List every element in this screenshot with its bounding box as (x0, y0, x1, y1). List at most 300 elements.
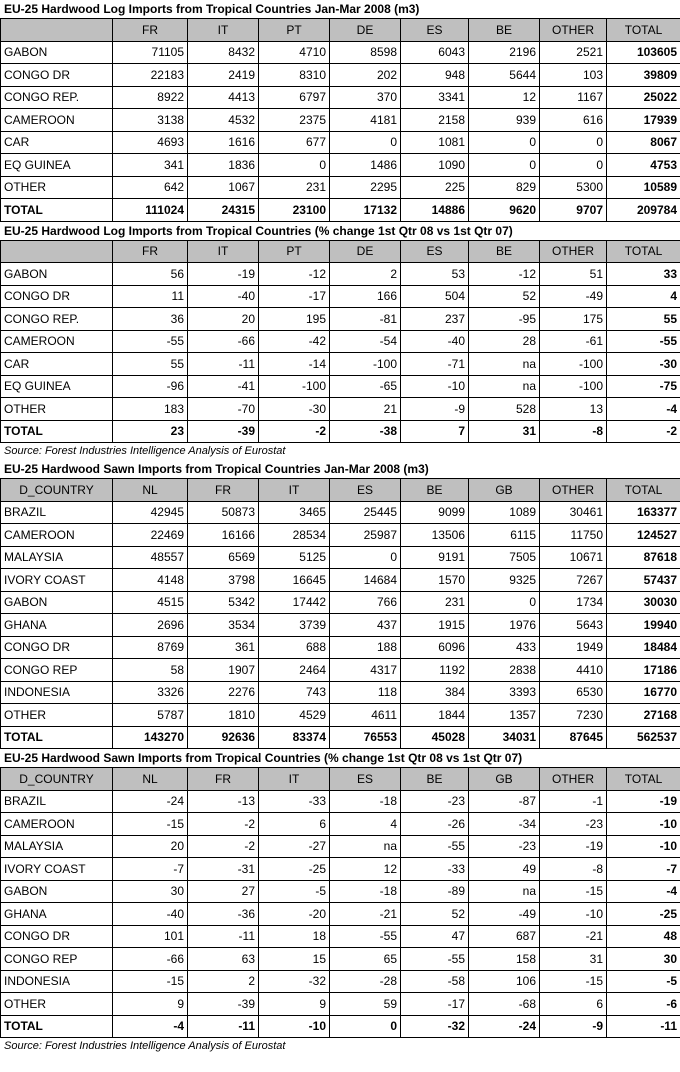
table-cell: -4 (607, 880, 680, 903)
table-cell: 25987 (330, 524, 401, 547)
table-cell: -11 (607, 1015, 680, 1038)
table-cell: -96 (113, 375, 188, 398)
column-header (1, 240, 113, 263)
table-cell: 52 (401, 903, 469, 926)
table-cell: 195 (259, 308, 330, 331)
table-cell: -39 (188, 420, 259, 443)
table-cell: 4710 (259, 41, 330, 64)
table-cell: 1167 (540, 86, 607, 109)
table-cell: -15 (540, 970, 607, 993)
table-cell: 6 (540, 993, 607, 1016)
table-cell: 1907 (188, 659, 259, 682)
row-label: OTHER (1, 993, 113, 1016)
table-cell: 7230 (540, 704, 607, 727)
table-cell: 6043 (401, 41, 469, 64)
table-cell: 939 (469, 109, 540, 132)
column-header: ES (401, 19, 469, 42)
table-cell: 1486 (330, 154, 401, 177)
table-cell: -36 (188, 903, 259, 926)
header-row (1, 19, 680, 42)
row-label: OTHER (1, 704, 113, 727)
table-row (1, 790, 680, 813)
table-cell: -32 (401, 1015, 469, 1038)
table-cell: -38 (330, 420, 401, 443)
table-cell: 166 (330, 285, 401, 308)
table-cell: 45028 (401, 726, 469, 749)
table-cell: -95 (469, 308, 540, 331)
table-cell: -17 (259, 285, 330, 308)
table-cell: -4 (607, 398, 680, 421)
table-cell: na (469, 375, 540, 398)
table-cell: -89 (401, 880, 469, 903)
table-cell: 8922 (113, 86, 188, 109)
table-cell: 31 (540, 948, 607, 971)
table-cell: 14886 (401, 199, 469, 222)
table-cell: 14684 (330, 569, 401, 592)
table-cell: na (469, 353, 540, 376)
table-cell: 2196 (469, 41, 540, 64)
row-label: TOTAL (1, 420, 113, 443)
table-cell: 8310 (259, 64, 330, 87)
column-header: GB (469, 479, 540, 502)
table-cell: 42945 (113, 501, 188, 524)
table-cell: 30 (607, 948, 680, 971)
row-label: IVORY COAST (1, 858, 113, 881)
table-row (1, 569, 680, 592)
row-label: GABON (1, 263, 113, 286)
column-header: DE (330, 240, 401, 263)
column-header: FR (188, 479, 259, 502)
column-header: FR (188, 768, 259, 791)
table-cell: 58 (113, 659, 188, 682)
table-cell: 183 (113, 398, 188, 421)
table-cell: -6 (607, 993, 680, 1016)
table-cell: -12 (469, 263, 540, 286)
table-cell: 17939 (607, 109, 680, 132)
table-cell: -42 (259, 330, 330, 353)
table-cell: 47 (401, 925, 469, 948)
table-cell: na (330, 835, 401, 858)
table-cell: 5125 (259, 546, 330, 569)
row-label: CAMEROON (1, 524, 113, 547)
table-cell: -31 (188, 858, 259, 881)
table-cell: -10 (607, 835, 680, 858)
table-cell: 1357 (469, 704, 540, 727)
table-cell: 528 (469, 398, 540, 421)
table-cell: -27 (259, 835, 330, 858)
table-cell: na (469, 880, 540, 903)
table-cell: 12 (469, 86, 540, 109)
table-cell: 39809 (607, 64, 680, 87)
table-cell: 33 (607, 263, 680, 286)
table-row (1, 948, 680, 971)
row-label: TOTAL (1, 199, 113, 222)
table-cell: 11 (113, 285, 188, 308)
table-cell: 642 (113, 176, 188, 199)
table-cell: -11 (188, 925, 259, 948)
table-cell: 1616 (188, 131, 259, 154)
table-cell: 0 (259, 154, 330, 177)
column-header: BE (469, 240, 540, 263)
table-cell: 8769 (113, 636, 188, 659)
table-row (1, 636, 680, 659)
table-cell: -49 (540, 285, 607, 308)
table-cell: 2521 (540, 41, 607, 64)
table-cell: 24315 (188, 199, 259, 222)
table-cell: -58 (401, 970, 469, 993)
table-cell: 1090 (401, 154, 469, 177)
table-cell: 3393 (469, 681, 540, 704)
table-cell: 16645 (259, 569, 330, 592)
column-header: GB (469, 768, 540, 791)
table-cell: 687 (469, 925, 540, 948)
table-cell: 4 (607, 285, 680, 308)
table-cell: 2838 (469, 659, 540, 682)
table-cell: 1089 (469, 501, 540, 524)
table-cell: 2 (188, 970, 259, 993)
table-cell: 25022 (607, 86, 680, 109)
table-cell: 103 (540, 64, 607, 87)
table-cell: 562537 (607, 726, 680, 749)
table-cell: -2 (188, 835, 259, 858)
table-cell: 6569 (188, 546, 259, 569)
table-cell: 6 (259, 813, 330, 836)
table-cell: 15 (259, 948, 330, 971)
table-row (1, 285, 680, 308)
column-header: BE (469, 19, 540, 42)
table-cell: 59 (330, 993, 401, 1016)
table-cell: -8 (540, 858, 607, 881)
table-cell: -33 (401, 858, 469, 881)
row-label: TOTAL (1, 726, 113, 749)
table-cell: 19940 (607, 614, 680, 637)
table-cell: 0 (540, 154, 607, 177)
table-cell: 433 (469, 636, 540, 659)
table-cell: 3138 (113, 109, 188, 132)
table-cell: -40 (188, 285, 259, 308)
table-cell: -9 (540, 1015, 607, 1038)
table-cell: -2 (188, 813, 259, 836)
table-cell: -55 (113, 330, 188, 353)
table-cell: 55 (607, 308, 680, 331)
table-cell: -55 (401, 948, 469, 971)
table-cell: -7 (113, 858, 188, 881)
table-row (1, 501, 680, 524)
table-cell: -2 (607, 420, 680, 443)
table-cell: 4529 (259, 704, 330, 727)
table-cell: 31 (469, 420, 540, 443)
table-cell: 370 (330, 86, 401, 109)
table-cell: -10 (540, 903, 607, 926)
table-cell: 56 (113, 263, 188, 286)
table-cell: 231 (259, 176, 330, 199)
table-cell: 5300 (540, 176, 607, 199)
column-header: OTHER (540, 19, 607, 42)
table-cell: 16166 (188, 524, 259, 547)
column-header: D_COUNTRY (1, 768, 113, 791)
table-cell: -21 (330, 903, 401, 926)
table-cell: 829 (469, 176, 540, 199)
table-cell: 688 (259, 636, 330, 659)
table-row (1, 41, 680, 64)
data-table (0, 767, 680, 1038)
table-cell: -40 (401, 330, 469, 353)
source-note: Source: Forest Industries Intelligence Analysis of Eurostat (4, 445, 286, 457)
table-cell: 48 (607, 925, 680, 948)
table-cell: 106 (469, 970, 540, 993)
table-cell: 4693 (113, 131, 188, 154)
table-cell: 616 (540, 109, 607, 132)
row-label: CAR (1, 353, 113, 376)
table-cell: 9099 (401, 501, 469, 524)
table-cell: 3341 (401, 86, 469, 109)
table-cell: 7267 (540, 569, 607, 592)
table-cell: 21 (330, 398, 401, 421)
table-cell: -24 (113, 790, 188, 813)
table-cell: 341 (113, 154, 188, 177)
table-cell: 30 (113, 880, 188, 903)
table-cell: 2 (330, 263, 401, 286)
table-cell: -61 (540, 330, 607, 353)
table-cell: 27 (188, 880, 259, 903)
table-cell: 6115 (469, 524, 540, 547)
table-cell: -55 (401, 835, 469, 858)
table-cell: 10589 (607, 176, 680, 199)
table-cell: -55 (607, 330, 680, 353)
table-cell: 677 (259, 131, 330, 154)
table-cell: 124527 (607, 524, 680, 547)
table-cell: -8 (540, 420, 607, 443)
table-cell: 743 (259, 681, 330, 704)
table-cell: -30 (259, 398, 330, 421)
column-header: ES (401, 240, 469, 263)
table-cell: 1810 (188, 704, 259, 727)
table-title: EU-25 Hardwood Sawn Imports from Tropical Countries Jan-Mar 2008 (m3) (4, 462, 429, 476)
table-cell: 1734 (540, 591, 607, 614)
column-header: OTHER (540, 240, 607, 263)
table-cell: 158 (469, 948, 540, 971)
table-row (1, 546, 680, 569)
total-row (1, 199, 680, 222)
table-cell: 948 (401, 64, 469, 87)
row-label: INDONESIA (1, 681, 113, 704)
table-row (1, 64, 680, 87)
table-cell: 17442 (259, 591, 330, 614)
table-cell: 118 (330, 681, 401, 704)
table-cell: 16770 (607, 681, 680, 704)
table-cell: -81 (330, 308, 401, 331)
table-cell: -26 (401, 813, 469, 836)
table-cell: -66 (113, 948, 188, 971)
total-row (1, 420, 680, 443)
table-row (1, 880, 680, 903)
table-cell: 0 (330, 131, 401, 154)
table-cell: 83374 (259, 726, 330, 749)
table-cell: 9191 (401, 546, 469, 569)
table-cell: 7 (401, 420, 469, 443)
table-cell: 0 (469, 131, 540, 154)
table-cell: 65 (330, 948, 401, 971)
row-label: IVORY COAST (1, 569, 113, 592)
table-title: EU-25 Hardwood Log Imports from Tropical Countries Jan-Mar 2008 (m3) (4, 2, 420, 16)
table-row (1, 591, 680, 614)
table-cell: 231 (401, 591, 469, 614)
table-cell: 1081 (401, 131, 469, 154)
row-label: GHANA (1, 614, 113, 637)
table-cell: 3465 (259, 501, 330, 524)
column-header: IT (259, 479, 330, 502)
table-row (1, 330, 680, 353)
table-cell: -15 (540, 880, 607, 903)
table-cell: 22183 (113, 64, 188, 87)
table-cell: -23 (401, 790, 469, 813)
table-cell: -21 (540, 925, 607, 948)
row-label: CONGO DR (1, 925, 113, 948)
table-cell: 7505 (469, 546, 540, 569)
table-cell: 2375 (259, 109, 330, 132)
table-cell: 111024 (113, 199, 188, 222)
column-header: ES (330, 768, 401, 791)
table-row (1, 176, 680, 199)
table-cell: 8432 (188, 41, 259, 64)
row-label: CAMEROON (1, 813, 113, 836)
table-cell: -39 (188, 993, 259, 1016)
row-label: TOTAL (1, 1015, 113, 1038)
table-cell: -75 (607, 375, 680, 398)
table-row (1, 659, 680, 682)
table-cell: 18 (259, 925, 330, 948)
column-header: ES (330, 479, 401, 502)
column-header: NL (113, 479, 188, 502)
table-cell: 13 (540, 398, 607, 421)
row-label: CAMEROON (1, 330, 113, 353)
column-header: IT (188, 19, 259, 42)
table-cell: -18 (330, 790, 401, 813)
column-header: TOTAL (607, 19, 680, 42)
row-label: CONGO DR (1, 64, 113, 87)
table-cell: 4410 (540, 659, 607, 682)
table-cell: 101 (113, 925, 188, 948)
table-cell: 55 (113, 353, 188, 376)
table-cell: 50873 (188, 501, 259, 524)
table-cell: 34031 (469, 726, 540, 749)
table-cell: 5342 (188, 591, 259, 614)
table-cell: -87 (469, 790, 540, 813)
table-cell: -100 (540, 375, 607, 398)
table-cell: 6530 (540, 681, 607, 704)
source-note: Source: Forest Industries Intelligence Analysis of Eurostat (4, 1040, 286, 1052)
table-cell: -11 (188, 353, 259, 376)
table-cell: 9 (113, 993, 188, 1016)
row-label: CONGO REP (1, 659, 113, 682)
table-cell: 30461 (540, 501, 607, 524)
table-cell: 18484 (607, 636, 680, 659)
table-cell: 6797 (259, 86, 330, 109)
table-row (1, 109, 680, 132)
table-cell: -10 (259, 1015, 330, 1038)
table-cell: -15 (113, 813, 188, 836)
table-cell: 1836 (188, 154, 259, 177)
table-cell: 36 (113, 308, 188, 331)
table-cell: -20 (259, 903, 330, 926)
row-label: MALAYSIA (1, 835, 113, 858)
table-cell: 48557 (113, 546, 188, 569)
table-cell: -7 (607, 858, 680, 881)
table-cell: 23 (113, 420, 188, 443)
table-cell: 9325 (469, 569, 540, 592)
table-cell: 17132 (330, 199, 401, 222)
row-label: CONGO REP. (1, 308, 113, 331)
table-cell: 25445 (330, 501, 401, 524)
table-cell: 13506 (401, 524, 469, 547)
table-row (1, 970, 680, 993)
header-row (1, 768, 680, 791)
table-cell: 1570 (401, 569, 469, 592)
table-cell: 143270 (113, 726, 188, 749)
table-row (1, 704, 680, 727)
table-cell: 1915 (401, 614, 469, 637)
table-cell: 27168 (607, 704, 680, 727)
row-label: CAR (1, 131, 113, 154)
row-label: GHANA (1, 903, 113, 926)
column-header: IT (188, 240, 259, 263)
table-cell: -100 (540, 353, 607, 376)
table-cell: 10671 (540, 546, 607, 569)
table-cell: 0 (330, 546, 401, 569)
table-cell: 71105 (113, 41, 188, 64)
table-cell: 28 (469, 330, 540, 353)
table-cell: 5644 (469, 64, 540, 87)
table-cell: -100 (259, 375, 330, 398)
table-cell: 1976 (469, 614, 540, 637)
table-cell: 1067 (188, 176, 259, 199)
table-cell: 2696 (113, 614, 188, 637)
table-cell: 23100 (259, 199, 330, 222)
table-cell: -54 (330, 330, 401, 353)
table-row (1, 86, 680, 109)
table-cell: -28 (330, 970, 401, 993)
table-cell: -23 (469, 835, 540, 858)
table-cell: 17186 (607, 659, 680, 682)
table-cell: -14 (259, 353, 330, 376)
table-cell: -13 (188, 790, 259, 813)
header-row (1, 479, 680, 502)
table-cell: -17 (401, 993, 469, 1016)
table-cell: -24 (469, 1015, 540, 1038)
row-label: CONGO REP (1, 948, 113, 971)
table-cell: 225 (401, 176, 469, 199)
header-row (1, 240, 680, 263)
row-label: BRAZIL (1, 501, 113, 524)
column-header (1, 19, 113, 42)
row-label: INDONESIA (1, 970, 113, 993)
table-cell: 361 (188, 636, 259, 659)
table-row (1, 375, 680, 398)
table-cell: -32 (259, 970, 330, 993)
table-cell: 0 (469, 154, 540, 177)
table-cell: -9 (401, 398, 469, 421)
table-cell: 2295 (330, 176, 401, 199)
table-cell: 20 (113, 835, 188, 858)
table-cell: -5 (259, 880, 330, 903)
table-cell: 11750 (540, 524, 607, 547)
table-cell: 2276 (188, 681, 259, 704)
table-row (1, 154, 680, 177)
table-cell: 4317 (330, 659, 401, 682)
table-cell: 5643 (540, 614, 607, 637)
total-row (1, 726, 680, 749)
table-cell: 1844 (401, 704, 469, 727)
